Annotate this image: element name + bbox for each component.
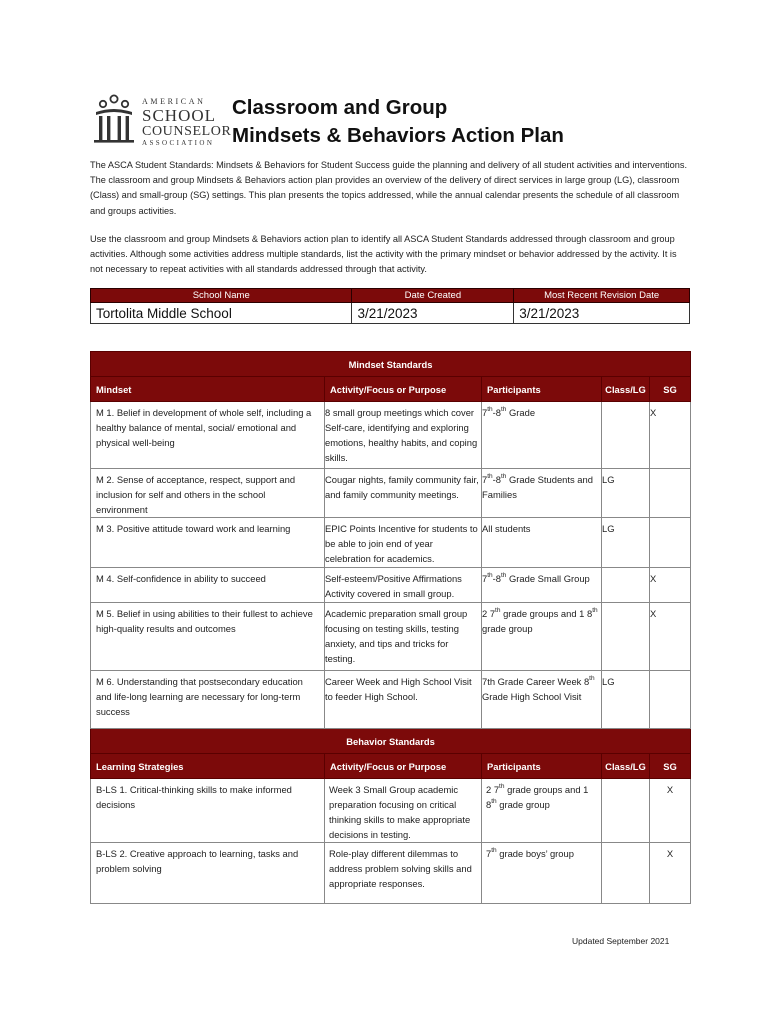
behavior-standards-body: [91, 729, 691, 904]
sg-cell: X: [650, 779, 691, 843]
mindset-section-row: [91, 352, 691, 377]
participants-text: 2 7: [486, 784, 500, 795]
table-row: [91, 518, 691, 568]
standards-table: [90, 351, 691, 904]
school-info-value-row: [91, 303, 690, 324]
participants-col-header: Participants: [482, 377, 602, 402]
date-created-value: 3/21/2023: [352, 303, 514, 324]
sg-cell: X: [650, 402, 691, 469]
participants-cell: [482, 843, 602, 904]
activity-cell: Cougar nights, family community fair, and family community meetings.: [325, 469, 482, 518]
document-header: [90, 92, 690, 152]
participants-cell: [482, 518, 602, 568]
standard-cell: M 1. Belief in development of whole self, including a healthy balance of mental, social/ emotional and physical well-being: [91, 402, 325, 469]
intro-paragraph-1: The ASCA Student Standards: Mindsets & Behaviors for Student Success guide the planning and delivery of all student activities and interventions. The classroom and group Mindsets & Behaviors action plan provides an overview of the delivery of direct services in large group (LG), classroom (Class) and small-group (SG) settings. This plan presents the topics addressed, while the annual calendar presents the schedule of all classroom and groups activities.: [90, 160, 688, 216]
asca-logo-text: [142, 98, 231, 146]
participants-text: 7th Grade Career Week 8: [482, 676, 590, 687]
intro-paragraph-2: Use the classroom and group Mindsets & Behaviors action plan to identify all ASCA Student Standards addressed through classroom and group activities. Although some activities address multiple standards, list the activity with the primary mindset or behavior addressed by the activity. It is not necessary to repeat activities with all standards addressed through that activity.: [90, 234, 677, 275]
revision-date-header: Most Recent Revision Date: [514, 289, 690, 303]
ordinal-suffix: th: [491, 847, 497, 854]
logo-line-3: COUNSELOR: [142, 124, 232, 139]
ordinal-suffix: th: [500, 406, 507, 413]
asca-logo-icon: [90, 94, 138, 144]
participants-text: 7: [482, 573, 488, 584]
mindset-section-title: Mindset Standards: [91, 352, 691, 377]
sg-cell: [650, 518, 691, 568]
sg-cell: [650, 469, 691, 518]
ordinal-suffix: th: [499, 783, 505, 790]
class-lg-cell: [602, 603, 650, 671]
activity-cell: EPIC Points Incentive for students to be able to join end of year celebration for academics.: [325, 518, 482, 568]
sg-col-header: SG: [650, 754, 691, 779]
table-row: [91, 402, 691, 469]
participants-text: All students: [482, 523, 531, 534]
behavior-section-title: Behavior Standards: [91, 729, 691, 754]
logo-line-1: AMERICAN: [142, 97, 206, 106]
standard-cell: M 4. Self-confidence in ability to succeed: [91, 568, 325, 603]
sg-col-header: SG: [650, 377, 691, 402]
mindset-standards-body: [91, 352, 691, 729]
participants-col-header: Participants: [482, 754, 602, 779]
participants-text: grade boys’ group: [496, 848, 574, 859]
ordinal-suffix: th: [495, 607, 501, 614]
table-row: [91, 603, 691, 671]
class-lg-cell: [602, 779, 650, 843]
sg-cell: X: [650, 843, 691, 904]
class-lg-col-header: Class/LG: [602, 377, 650, 402]
participants-text: 7: [482, 407, 488, 418]
activity-cell: Week 3 Small Group academic preparation focusing on critical thinking skills to make appropriate decisions in testing.: [325, 779, 482, 843]
participants-cell: [482, 779, 602, 843]
class-lg-cell: [602, 568, 650, 603]
activity-cell: Career Week and High School Visit to feeder High School.: [325, 671, 482, 729]
ordinal-suffix: th: [491, 798, 497, 805]
participants-text: 7: [486, 848, 492, 859]
logo-line-4: ASSOCIATION: [142, 140, 215, 146]
revision-date-value: 3/21/2023: [514, 303, 690, 324]
table-row: [91, 779, 691, 843]
activity-col-header: Activity/Focus or Purpose: [325, 377, 482, 402]
ordinal-suffix: th: [487, 572, 493, 579]
activity-cell: Role-play different dilemmas to address problem solving skills and appropriate responses.: [325, 843, 482, 904]
participants-cell: [482, 568, 602, 603]
ordinal-suffix: th: [500, 572, 507, 579]
table-row: [91, 843, 691, 904]
standard-cell: M 5. Belief in using abilities to their fullest to achieve high-quality results and outcomes: [91, 603, 325, 671]
standard-cell: B-LS 2. Creative approach to learning, tasks and problem solving: [91, 843, 325, 904]
sg-cell: X: [650, 568, 691, 603]
table-row: [91, 568, 691, 603]
behavior-header-row: [91, 754, 691, 779]
class-lg-col-header: Class/LG: [602, 754, 650, 779]
ordinal-suffix: th: [589, 675, 595, 682]
class-lg-cell: LG: [602, 518, 650, 568]
participants-cell: [482, 671, 602, 729]
mindset-col-header: Mindset: [91, 377, 325, 402]
participants-text: -8: [492, 573, 501, 584]
title-line-1: Classroom and Group: [232, 96, 448, 119]
participants-cell: [482, 603, 602, 671]
participants-text: grade groups and 1 8: [486, 784, 589, 810]
activity-cell: 8 small group meetings which cover Self-care, identifying and exploring emotions, healthy habits, and coping skills.: [325, 402, 482, 469]
activity-col-header: Activity/Focus or Purpose: [325, 754, 482, 779]
sg-cell: [650, 671, 691, 729]
school-name-header: School Name: [91, 289, 352, 303]
participants-text: Grade High School Visit: [482, 691, 582, 702]
participants-text: -8: [492, 407, 501, 418]
class-lg-cell: LG: [602, 469, 650, 518]
participants-text: grade group: [496, 799, 550, 810]
mindset-header-row: [91, 377, 691, 402]
class-lg-cell: [602, 402, 650, 469]
learning-strategies-col-header: Learning Strategies: [91, 754, 325, 779]
participants-text: 7: [482, 474, 488, 485]
standard-cell: M 2. Sense of acceptance, respect, support and inclusion for self and others in the school environment: [91, 469, 325, 518]
activity-cell: Self-esteem/Positive Affirmations Activity covered in small group.: [325, 568, 482, 603]
ordinal-suffix: th: [500, 473, 507, 480]
logo-line-2: SCHOOL: [142, 106, 217, 125]
participants-cell: [482, 402, 602, 469]
date-created-header: Date Created: [352, 289, 514, 303]
title-line-2: Mindsets & Behaviors Action Plan: [232, 124, 564, 147]
participants-text: -8: [492, 474, 501, 485]
school-info-header-row: [91, 289, 690, 303]
standard-cell: M 6. Understanding that postsecondary education and life-long learning are necessary for long-term success: [91, 671, 325, 729]
participants-text: Grade: [506, 407, 536, 418]
participants-text: grade group: [482, 623, 533, 634]
ordinal-suffix: th: [487, 406, 493, 413]
behavior-section-row: [91, 729, 691, 754]
table-row: [91, 469, 691, 518]
asca-logo: [90, 94, 232, 146]
participants-text: grade groups and 1 8: [500, 608, 593, 619]
updated-footer: Updated September 2021: [572, 936, 670, 946]
class-lg-cell: [602, 843, 650, 904]
school-name-value: Tortolita Middle School: [91, 303, 352, 324]
table-row: [91, 671, 691, 729]
ordinal-suffix: th: [487, 473, 493, 480]
class-lg-cell: LG: [602, 671, 650, 729]
participants-text: 2 7: [482, 608, 496, 619]
standard-cell: M 3. Positive attitude toward work and learning: [91, 518, 325, 568]
school-info-table: [90, 288, 690, 324]
page-title: [232, 94, 564, 150]
participants-text: Grade Small Group: [506, 573, 590, 584]
standard-cell: B-LS 1. Critical-thinking skills to make informed decisions: [91, 779, 325, 843]
sg-cell: X: [650, 603, 691, 671]
participants-cell: [482, 469, 602, 518]
participants-text: Grade Students and Families: [482, 474, 593, 500]
activity-cell: Academic preparation small group focusing on testing skills, testing anxiety, and tips and tricks for testing.: [325, 603, 482, 671]
ordinal-suffix: th: [592, 607, 598, 614]
